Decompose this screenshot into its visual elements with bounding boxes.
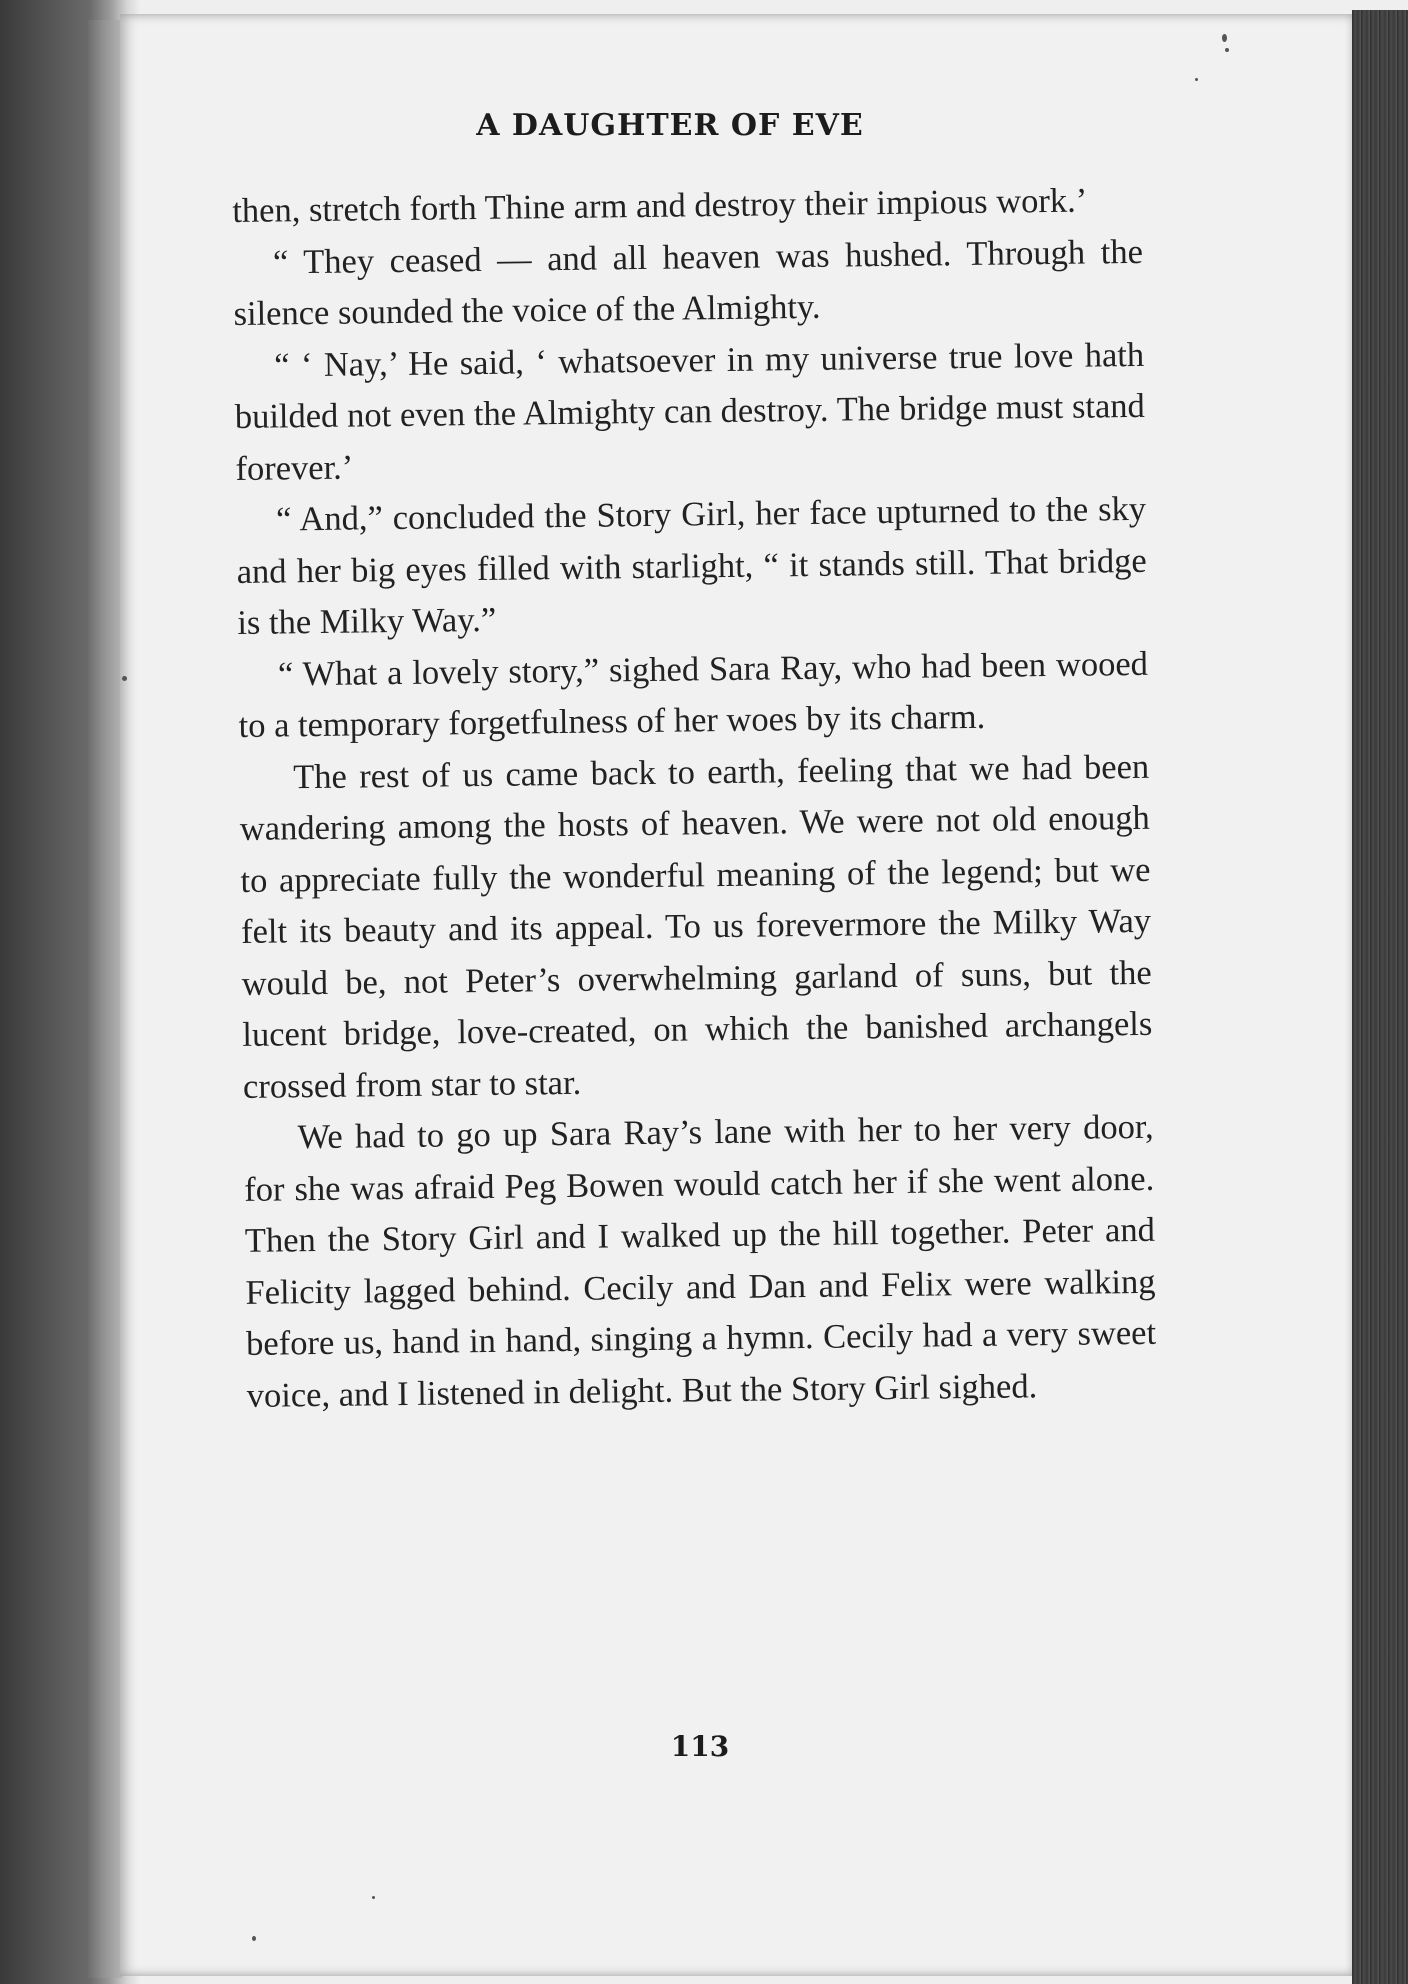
dust-speck <box>1222 34 1227 42</box>
running-head: A DAUGHTER OF EVE <box>476 108 864 143</box>
paragraph-4: “ And,” concluded the Story Girl, her face upturned to the sky and her big eyes filled with starlight, “ it stands still. That bridge is the Milky Way.” <box>236 489 1147 642</box>
page-edges <box>1352 10 1408 1984</box>
dust-speck <box>252 1936 256 1941</box>
paragraph-7: We had to go up Sara Ray’s lane with her to her very door, for she was afraid Peg Bowen would catch her if she went alone. Then the Story Girl and I walked up the hill together. Peter and Felicity lagged behind. Cecily and Dan and Felix were walking before us, hand in hand, singing a hymn. Cecily had a very sweet voice, and I listened in delight. But the Story Girl sighed. <box>244 1107 1157 1415</box>
page-number: 113 <box>670 1730 730 1763</box>
paragraph-6: The rest of us came back to earth, feeling that we had been wandering among the hosts of heaven. We were not old enough to appreciate fully the wonderful meaning of the legend; but we felt its beauty and its appeal. To us forevermore the Milky Way would be, not Peter’s overwhelming garland of suns, but the lucent bridge, love-created, on which the banished archangels crossed from star to star. <box>239 747 1153 1106</box>
paragraph-5: “ What a lovely story,” sighed Sara Ray, who had been wooed to a temporary forgetfulness of her woes by its charm. <box>238 644 1149 745</box>
body-text <box>232 175 1157 1422</box>
paragraph-2: “ They ceased — and all heaven was hushed. Through the silence sounded the voice of the Almighty. <box>233 232 1144 333</box>
dust-speck <box>122 676 127 681</box>
book-gutter <box>88 20 122 1978</box>
dust-speck <box>372 1896 375 1899</box>
dust-speck <box>1195 78 1198 81</box>
dust-speck <box>1225 48 1229 52</box>
paragraph-3: “ ‘ Nay,’ He said, ‘ whatsoever in my universe true love hath builded not even the Almighty can destroy. The bridge must stand forever.’ <box>234 335 1145 488</box>
paragraph-1: then, stretch forth Thine arm and destroy their impious work.’ <box>232 181 1088 230</box>
